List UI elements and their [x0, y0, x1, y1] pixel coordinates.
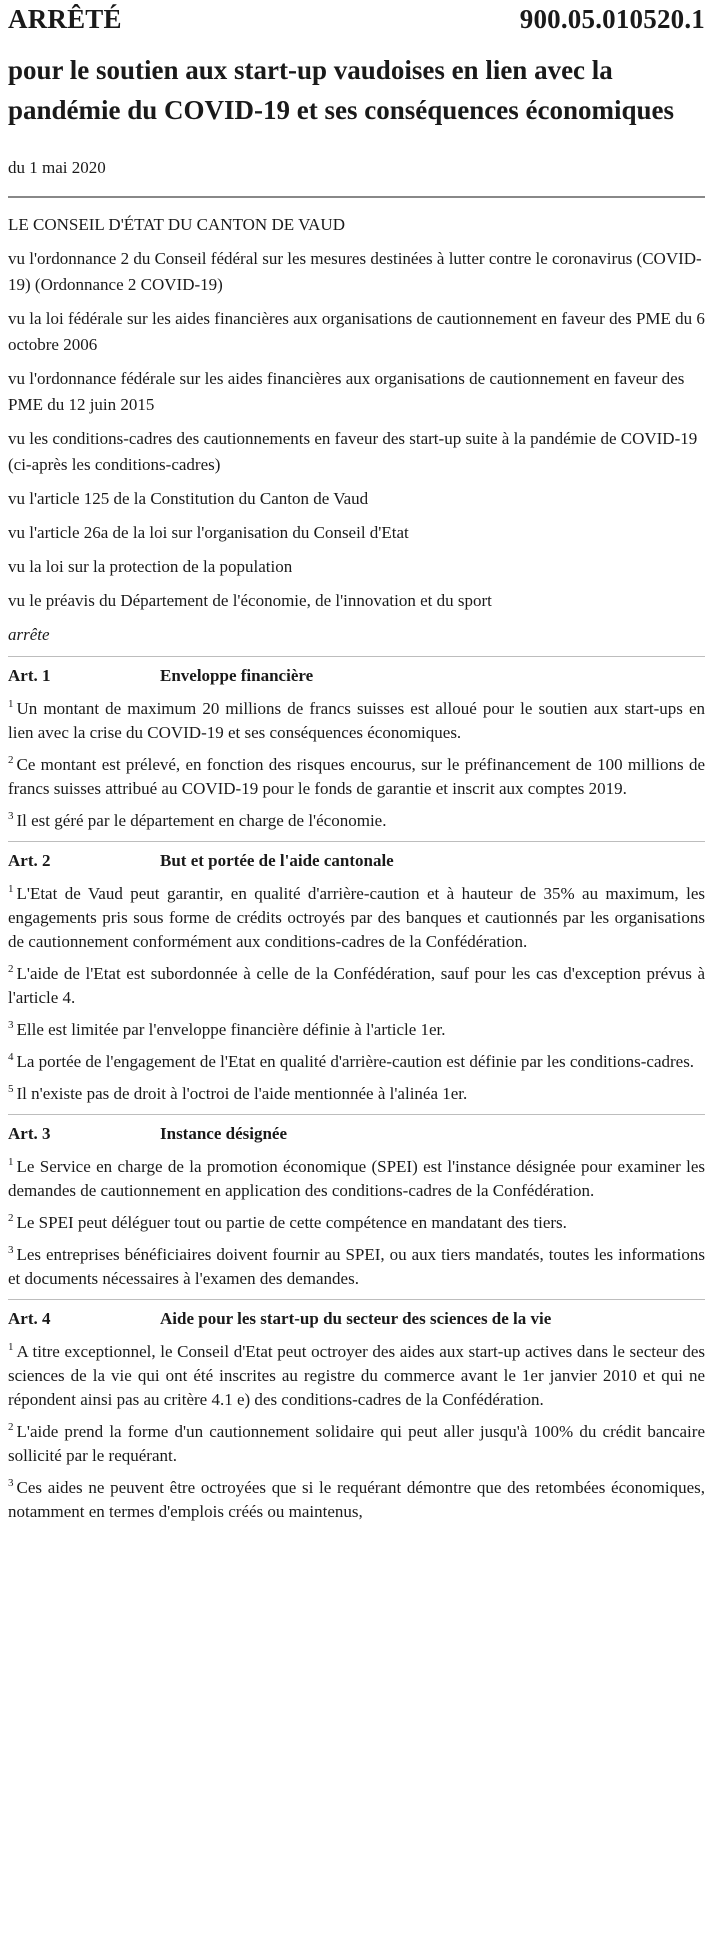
considerant: vu l'ordonnance fédérale sur les aides financières aux organisations de cautionnement en faveur des PME du 12 juin 2015: [8, 369, 685, 414]
article-number: Art. 4: [8, 1309, 51, 1328]
article-heading: [8, 1304, 705, 1334]
alinea-number: 3: [8, 1019, 14, 1032]
article-alinea: [8, 1050, 705, 1074]
considerant: vu l'article 125 de la Constitution du Canton de Vaud: [8, 489, 369, 508]
alinea-number: 1: [8, 1156, 14, 1169]
considerant: vu la loi sur la protection de la population: [8, 557, 293, 576]
alinea-number: 4: [8, 1051, 14, 1064]
alinea-text: Les entreprises bénéficiaires doivent fournir au SPEI, ou aux tiers mandatés, toutes les informations et documents nécessaires à l'examen des demandes.: [8, 1245, 705, 1288]
article-divider: [8, 656, 705, 657]
alinea-text: Elle est limitée par l'enveloppe financière définie à l'article 1er.: [16, 1020, 446, 1039]
article-alinea: [8, 1420, 705, 1468]
alinea-text: La portée de l'engagement de l'Etat en qualité d'arrière-caution est définie par les conditions-cadres.: [16, 1052, 695, 1071]
considerant: vu l'ordonnance 2 du Conseil fédéral sur les mesures destinées à lutter contre le coronavirus (COVID-19) (Ordonnance 2 COVID-19): [8, 249, 702, 294]
alinea-number: 5: [8, 1083, 14, 1096]
alinea-number: 1: [8, 1341, 14, 1354]
document-title: pour le soutien aux start-up vaudoises en lien avec la pandémie du COVID-19 et ses conséquences économiques: [8, 55, 675, 125]
article-heading: [8, 1119, 705, 1149]
alinea-number: 2: [8, 1212, 14, 1225]
alinea-text: Il n'existe pas de droit à l'octroi de l'aide mentionnée à l'alinéa 1er.: [16, 1084, 468, 1103]
alinea-number: 3: [8, 1244, 14, 1257]
alinea-text: Ce montant est prélevé, en fonction des risques encourus, sur le préfinancement de 100 millions de francs suisses attribué au COVID-19 pour le fonds de garantie et inscrit aux comptes 2019.: [8, 755, 705, 798]
document-page: [8, 0, 705, 1532]
article-alinea: [8, 753, 705, 801]
alinea-text: Le Service en charge de la promotion économique (SPEI) est l'instance désignée pour examiner les demandes de cautionnement en application des conditions-cadres de la Confédération.: [8, 1157, 705, 1200]
alinea-text: Le SPEI peut déléguer tout ou partie de cette compétence en mandatant des tiers.: [16, 1213, 567, 1232]
considerant: vu l'article 26a de la loi sur l'organisation du Conseil d'Etat: [8, 523, 409, 542]
article-title: Aide pour les start-up du secteur des sciences de la vie: [160, 1309, 552, 1328]
considerants-list: [8, 246, 705, 614]
article-alinea: [8, 1476, 705, 1524]
article-number: Art. 1: [8, 666, 51, 685]
article-alinea: [8, 809, 705, 833]
alinea-text: L'Etat de Vaud peut garantir, en qualité d'arrière-caution et à hauteur de 35% au maximum, les engagements pris sous forme de crédits octroyés par des banques et cautionnés par les organisations de cautionnement conformément aux conditions-cadres de la Confédération.: [8, 884, 705, 951]
article-alinea: [8, 1340, 705, 1412]
article-divider: [8, 1299, 705, 1300]
document-header: [8, 4, 705, 44]
article-alinea: [8, 962, 705, 1010]
considerant: vu la loi fédérale sur les aides financières aux organisations de cautionnement en faveur des PME du 6 octobre 2006: [8, 309, 705, 354]
header-divider: [8, 196, 705, 198]
article-alinea: [8, 1082, 705, 1106]
articles-list: [8, 656, 705, 1524]
issuing-authority: LE CONSEIL D'ÉTAT DU CANTON DE VAUD: [8, 215, 345, 234]
alinea-number: 3: [8, 1477, 14, 1490]
alinea-number: 2: [8, 1421, 14, 1434]
considerant: vu le préavis du Département de l'économie, de l'innovation et du sport: [8, 591, 492, 610]
alinea-text: A titre exceptionnel, le Conseil d'Etat peut octroyer des aides aux start-up actives dans le secteur des sciences de la vie qui ont été inscrites au registre du commerce avant le 1er janvier 2010 et qui ne répondent ainsi pas au critère 4.1 e) des conditions-cadres de la Confédération.: [8, 1342, 705, 1409]
article-divider: [8, 1114, 705, 1115]
considerant: vu les conditions-cadres des cautionnements en faveur des start-up suite à la pandémie de COVID-19 (ci-après les conditions-cadres): [8, 429, 698, 474]
article-heading: [8, 846, 705, 876]
article-alinea: [8, 882, 705, 954]
article-number: Art. 3: [8, 1124, 51, 1143]
alinea-number: 1: [8, 698, 14, 711]
alinea-number: 2: [8, 963, 14, 976]
document-number: 900.05.010520.1: [519, 4, 705, 34]
article-alinea: [8, 1243, 705, 1291]
alinea-text: L'aide prend la forme d'un cautionnement solidaire qui peut aller jusqu'à 100% du crédit bancaire sollicité par le requérant.: [8, 1422, 705, 1465]
alinea-text: Un montant de maximum 20 millions de francs suisses est alloué pour le soutien aux start-ups en lien avec la crise du COVID-19 et ses conséquences économiques.: [8, 699, 705, 742]
article-alinea: [8, 697, 705, 745]
alinea-text: Ces aides ne peuvent être octroyées que si le requérant démontre que des retombées économiques, notamment en termes d'emplois créés ou maintenus,: [8, 1478, 705, 1521]
document-type: ARRÊTÉ: [8, 4, 122, 34]
document-date: du 1 mai 2020: [8, 158, 106, 177]
article-title: But et portée de l'aide cantonale: [160, 851, 394, 870]
enacting-verb: arrête: [8, 625, 50, 644]
article-alinea: [8, 1155, 705, 1203]
article-heading: [8, 661, 705, 691]
alinea-number: 2: [8, 754, 14, 767]
article-divider: [8, 841, 705, 842]
article-alinea: [8, 1018, 705, 1042]
alinea-text: Il est géré par le département en charge de l'économie.: [16, 811, 387, 830]
alinea-number: 1: [8, 883, 14, 896]
article-title: Enveloppe financière: [160, 666, 314, 685]
alinea-number: 3: [8, 810, 14, 823]
article-alinea: [8, 1211, 705, 1235]
alinea-text: L'aide de l'Etat est subordonnée à celle de la Confédération, sauf pour les cas d'exception prévus à l'article 4.: [8, 964, 705, 1007]
article-number: Art. 2: [8, 851, 51, 870]
article-title: Instance désignée: [160, 1124, 288, 1143]
